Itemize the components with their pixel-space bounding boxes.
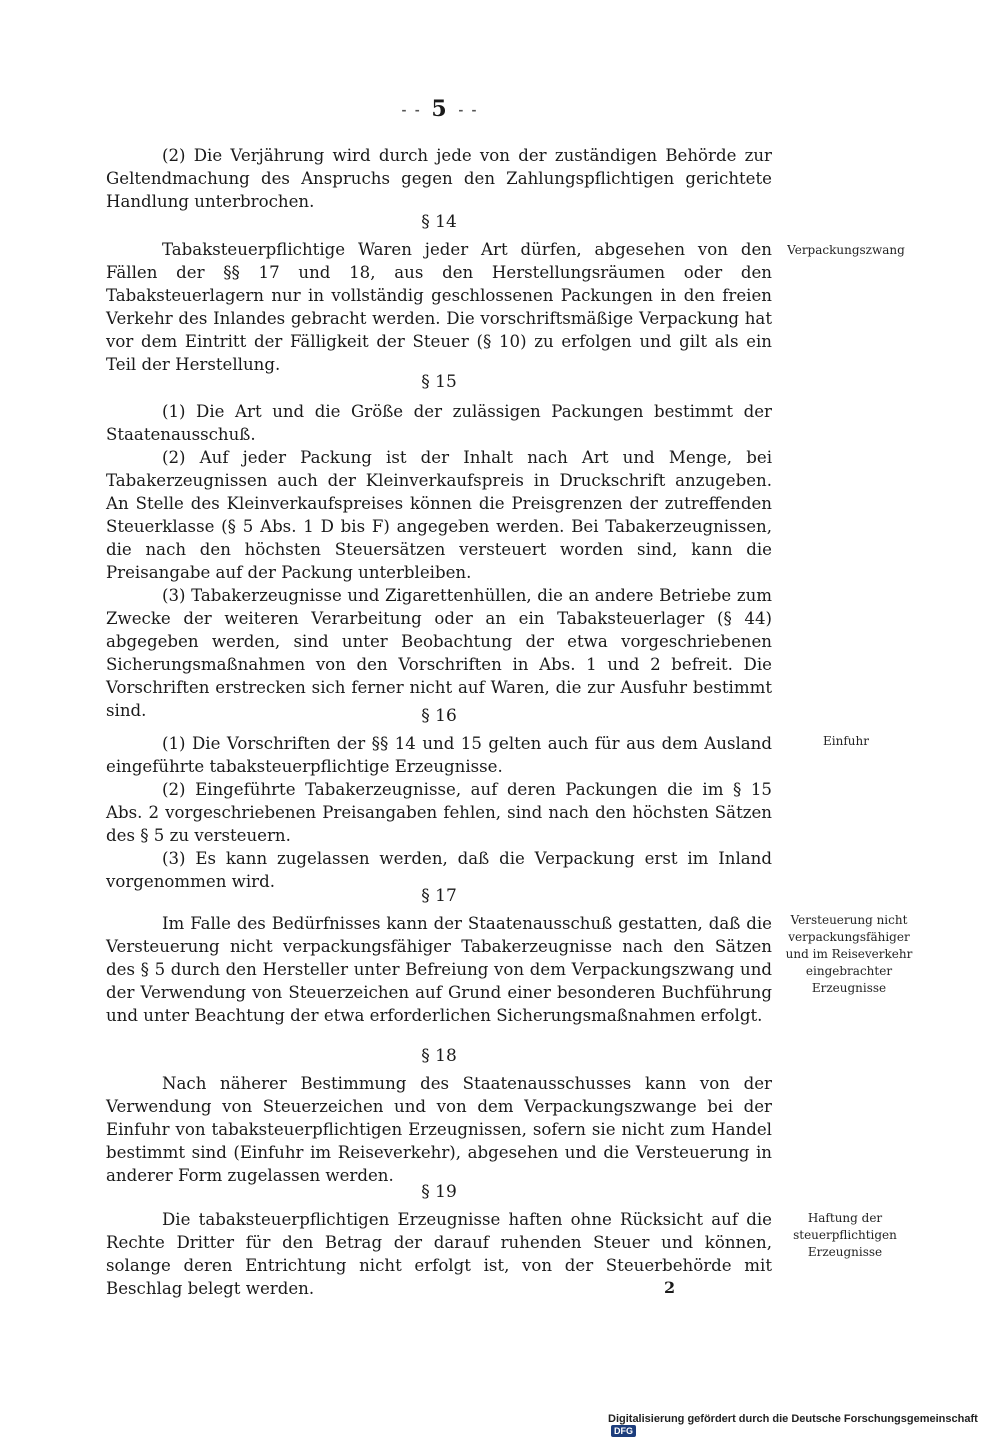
margin-note-einfuhr: Einfuhr [823,734,869,748]
section-16 [106,704,772,893]
para-13-2: (2) Die Verjährung wird durch jede von der zuständigen Behörde zur Geltendmachung des Anspruchs gegen den Zahlungspflichtigen gerichtete Handlung unterbrochen. [106,146,772,211]
footer-text: Digitalisierung gefördert durch die Deutsche Forschungsgemeinschaft [608,1413,978,1425]
para-15-1: (1) Die Art und die Größe der zulässigen Packungen bestimmt der Staatenausschuß. [106,402,772,444]
dash-right: - - [458,103,479,117]
section-heading-16: § 16 [421,706,457,726]
paragraph-verjaehrung [106,144,772,213]
para-14: Tabaksteuerpflichtige Waren jeder Art dürfen, abgesehen von den Fällen der §§ 17 und 18, aus den Herstellungsräumen oder den Tabaksteuerlagern nur in vollständig geschlossenen Packungen in den freien Verkehr des Inlandes gebracht werden. Die vorschriftsmäßige Verpackung hat vor dem Eintritt der Fälligkeit der Steuer (§ 10) zu erfolgen und gilt als ein Teil der Herstellung. [106,240,772,374]
para-16-1: (1) Die Vorschriften der §§ 14 und 15 gelten auch für aus dem Ausland eingeführte tabaksteuerpflichtige Erzeugnisse. [106,734,772,776]
dfg-logo: DFG [611,1425,636,1437]
para-15-2: (2) Auf jeder Packung ist der Inhalt nach Art und Menge, bei Tabakerzeugnissen auch der Kleinverkaufspreis in Druckschrift anzugeben. An Stelle des Kleinverkaufspreises können die Preisgrenzen der zutreffenden Steuerklasse (§ 5 Abs. 1 D bis F) angegeben werden. Bei Tabakerzeugnissen, die nach den höchsten Steuersätzen versteuert worden sind, kann die Preisangabe auf der Packung unterbleiben. [106,448,772,582]
section-18 [106,1044,772,1187]
section-heading-17: § 17 [421,886,457,906]
para-15-3: (3) Tabakerzeugnisse und Zigarettenhüllen, die an andere Betriebe zum Zwecke der weiteren Verarbeitung oder an ein Tabaksteuerlager (§ 44) abgegeben werden, sind unter Beobachtung der etwa vorgeschriebenen Sicherungsmaßnahmen von den Vorschriften in Abs. 1 und 2 befreit. Die Vorschriften erstrecken sich ferner nicht auf Waren, die zur Ausfuhr bestimmt sind. [106,586,772,720]
margin-note-haftung: Haftung der steuerpflichtigen Erzeugnisse [793,1211,897,1259]
section-heading-18: § 18 [421,1046,457,1066]
section-heading-15: § 15 [421,372,457,392]
margin-note-verpackungszwang: Verpackungszwang [787,243,905,257]
section-17 [106,884,772,1027]
section-heading-14: § 14 [421,212,457,232]
para-18: Nach näherer Bestimmung des Staatenausschusses kann von der Verwendung von Steuerzeichen und von dem Verpackungszwange bei der Einfuhr von tabaksteuerpflichtigen Erzeugnissen, sofern sie nicht zum Handel bestimmt sind (Einfuhr im Reiseverkehr), abgesehen und die Versteuerung in anderer Form zugelassen werden. [106,1074,772,1185]
para-16-3: (3) Es kann zugelassen werden, daß die Verpackung erst im Inland vorgenommen wird. [106,849,772,891]
margin-note-versteuerung: Versteuerung nicht verpackungsfähiger und im Reiseverkehr eingebrachter Erzeugnisse [785,913,913,995]
section-14 [106,210,772,376]
para-17: Im Falle des Bedürfnisses kann der Staatenausschuß gestatten, daß die Versteuerung nicht verpackungsfähiger Tabakerzeugnisse nach den Sätzen des § 5 durch den Hersteller unter Befreiung von dem Verpackungszwang und der Verwendung von Steuerzeichen auf Grund einer besonderen Buchführung und unter Beachtung der etwa erforderlichen Sicherungsmaßnahmen erfolgt. [106,914,772,1025]
footer-credit [608,1413,1000,1437]
page-number-value: 5 [431,96,449,122]
section-heading-19: § 19 [421,1182,457,1202]
para-16-2: (2) Eingeführte Tabakerzeugnisse, auf deren Packungen die im § 15 Abs. 2 vorgeschriebenen Preisangaben fehlen, sind nach den höchsten Sätzen des § 5 zu versteuern. [106,780,772,845]
dash-left: - - [401,103,422,117]
signature-mark: 2 [664,1278,676,1297]
para-19: Die tabaksteuerpflichtigen Erzeugnisse haften ohne Rücksicht auf die Rechte Dritter für den Betrag der darauf ruhenden Steuer und können, solange deren Entrichtung nicht erfolgt ist, von der Steuerbehörde mit Beschlag belegt werden. [106,1210,772,1298]
section-15 [106,370,772,722]
page-number [380,96,500,122]
